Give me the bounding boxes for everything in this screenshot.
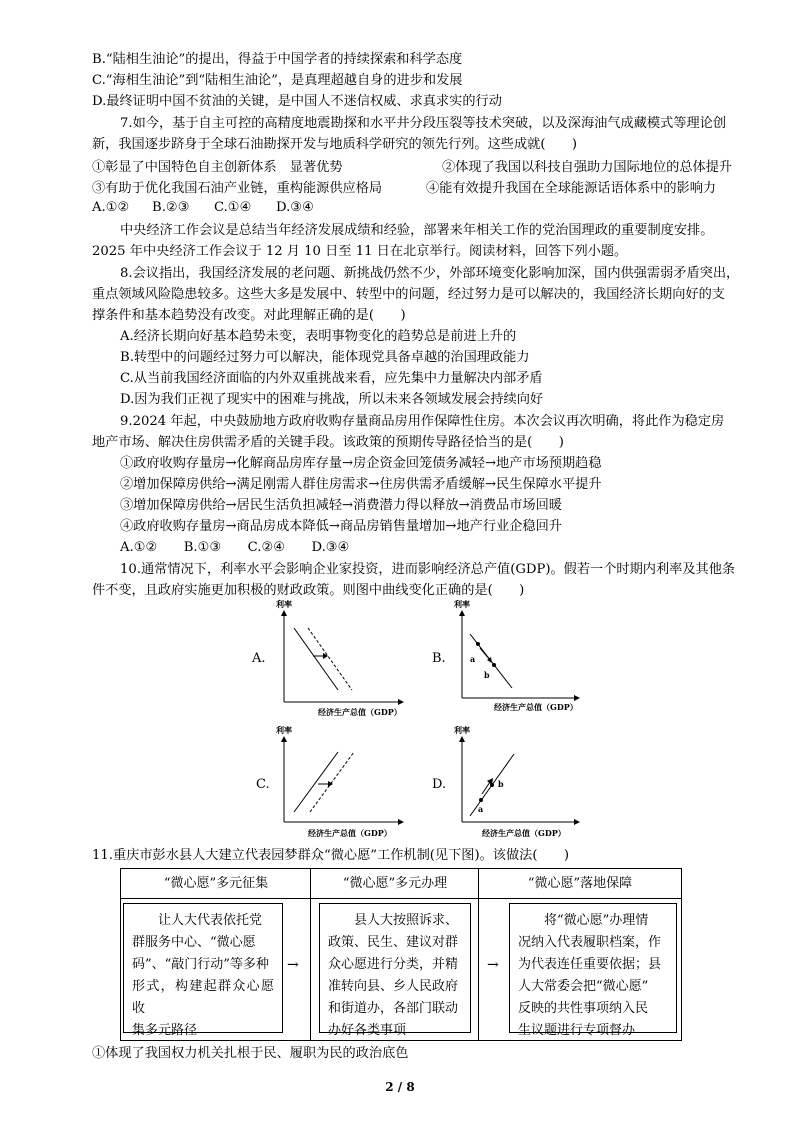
flow-header-guarantee: “微心愿”落地保障 — [479, 869, 681, 899]
q9-stem-line1: 9.2024 年起，中央鼓励地方政府收购存量商品房用作保障性住房。本次会议再次明确，将此作为稳定房 — [120, 414, 725, 429]
q8-stem-line2: 重点领域风险隐患较多。这些大多是发展中、转型中的问题，经过努力是可以解决的，我国经济长期向好的支 — [92, 287, 725, 302]
material-intro-line2: 2025 年中央经济工作会议于 12 月 10 日至 11 日在北京举行。阅读材料，回答下列小题。 — [92, 244, 628, 259]
q8-option-d: D.因为我们正视了现实中的困难与挑战，所以未来各领域发展会持续向好 — [120, 392, 544, 407]
graph-a-x-arrow — [398, 699, 404, 705]
flow-arrow-2: → — [487, 957, 499, 973]
flow-box-collect — [123, 903, 283, 1038]
collect-l3: 码”、“敲门行动”等多种 — [132, 957, 269, 972]
graph-b-point-a — [476, 642, 480, 646]
graph-b-letter: B. — [432, 651, 446, 666]
graph-d-label-b: b — [498, 779, 504, 789]
graph-b-label-b: b — [484, 670, 490, 680]
guarantee-l2: 况纳入代表履职档案，作 — [518, 935, 662, 950]
graph-d — [448, 724, 588, 844]
q8-option-b: B.转型中的问题经过努力可以解决，能体现党具备卓越的治国理政能力 — [120, 350, 530, 365]
collect-l1: 让人大代表依托党 — [158, 913, 263, 928]
graph-d-xlabel: 经济生产总值（GDP） — [482, 828, 566, 838]
graph-a-shift-arrowhead — [323, 653, 328, 659]
q9-stem-line2: 地产市场、解决住房供需矛盾的关键手段。该政策的预期传导路径恰当的是( ) — [92, 435, 564, 450]
flow-header-collect: “微心愿”多元征集 — [121, 869, 311, 899]
q8-option-a: A.经济长期向好基本趋势未变，表明事物变化的趋势总是前进上升的 — [120, 329, 517, 344]
q9-options: A.①② B.①③ C.②④ D.③④ — [120, 540, 350, 555]
graph-c-ylabel: 利率 — [276, 725, 292, 735]
graph-a-ylabel: 利率 — [276, 599, 292, 609]
graph-a-y-arrow — [281, 610, 287, 616]
graph-a-curve-solid — [294, 628, 338, 690]
q7-option-a: A.①② — [92, 200, 130, 215]
graph-d-move-arrow — [482, 782, 490, 794]
q10-stem-line1: 10.通常情况下，利率水平会影响企业家投资，进而影响经济总产值(GDP)。假若一个时期内利率及其他条 — [120, 562, 736, 577]
q9-statement-4: ④政府收购存量房→商品房成本降低→商品房销售量增加→地产行业企稳回升 — [120, 519, 562, 534]
handle-l6: 办好各类事项 — [328, 1023, 407, 1038]
q6-option-c: C.“海相生油论”到“陆相生油论”，是真理超越自身的进步和发展 — [92, 73, 463, 88]
q10-stem-line2: 件不变，且政府实施更加积极的财政政策。则图中曲线变化正确的是( ) — [92, 583, 525, 598]
graph-d-ylabel: 利率 — [454, 725, 470, 735]
q7-option-d: D.③④ — [276, 200, 314, 215]
q7-statement-1: ①彰显了中国特色自主创新体系 显著优势 — [92, 160, 343, 175]
q6-option-b: B.“陆相生油论”的提出，得益于中国学者的持续探索和科学态度 — [92, 52, 463, 67]
guarantee-l4: 人大常委会把“微心愿” — [518, 979, 649, 994]
page-number: 2 / 8 — [385, 1080, 415, 1094]
graph-d-move-arrowhead — [487, 778, 493, 785]
handle-l2: 政策、民生、建议对群 — [328, 935, 459, 950]
material-intro-line1: 中央经济工作会议是总结当年经济发展成绩和经验，部署来年相关工作的党治国理政的重要制度安排。 — [120, 223, 714, 238]
guarantee-l1: 将“微心愿”办理情 — [544, 913, 649, 928]
q7-statement-2: ②体现了我国以科技自强助力国际地位的总体提升 — [442, 160, 733, 175]
graph-b-ylabel: 利率 — [454, 599, 470, 609]
graph-d-letter: D. — [432, 777, 447, 792]
graph-b-label-a: a — [470, 654, 476, 664]
graph-b-x-arrow — [574, 695, 580, 701]
flow-box-guarantee — [509, 903, 677, 1038]
graph-c-letter: C. — [256, 777, 270, 792]
guarantee-l6: 生议题进行专项督办 — [518, 1023, 636, 1038]
flow-box-handle — [319, 903, 471, 1038]
q11-stem-line1: 11.重庆市彭水县人大建立代表园梦群众“微心愿”工作机制(见下图)。该做法( ) — [92, 848, 570, 863]
collect-l5: 集多元路径 — [132, 1023, 198, 1038]
handle-l4: 准转向县、乡人民政府 — [328, 979, 459, 994]
flow-header-handle: “微心愿”多元办理 — [311, 869, 479, 899]
graph-b — [448, 598, 588, 718]
graph-b-xlabel: 经济生产总值（GDP） — [494, 702, 578, 712]
handle-l5: 和街道办，各部门联动 — [328, 1001, 459, 1016]
q11-statement-1: ①体现了我国权力机关扎根于民、履职为民的政治底色 — [92, 1046, 409, 1061]
q9-statement-1: ①政府收购存量房→化解商品房库存量→房企资金回笼债务减轻→地产市场预期趋稳 — [120, 456, 602, 471]
q7-statement-4: ④能有效提升我国在全球能源话语体系中的影响力 — [426, 181, 717, 196]
graph-c — [268, 724, 408, 844]
flow-arrow-1: → — [287, 957, 299, 973]
graph-a-letter: A. — [252, 651, 266, 666]
collect-l4: 形式，构建起群众心愿收 — [132, 979, 274, 1016]
graph-d-label-a: a — [478, 804, 484, 814]
q8-stem-line3: 撑条件和基本趋势没有改变。对此理解正确的是( ) — [92, 308, 406, 323]
q9-statement-3: ③增加保障房供给→居民生活负担减轻→消费潜力得以释放→消费品市场回暖 — [120, 498, 562, 513]
guarantee-l5: 反映的共性事项纳入民 — [518, 1001, 649, 1016]
q8-stem-line1: 8.会议指出，我国经济发展的老问题、新挑战仍然不少，外部环境变化影响加深，国内供强需弱矛盾突出， — [120, 266, 740, 281]
graph-c-y-arrow — [281, 736, 287, 742]
q8-option-c: C.从当前我国经济面临的内外双重挑战来看，应先集中力量解决内部矛盾 — [120, 371, 543, 386]
q7-stem-line2: 新，我国逐步跻身于全球石油勘探开发与地质科学研究的领先行列。这些成就( ) — [92, 137, 578, 152]
graph-b-point-b — [492, 663, 496, 667]
q6-option-d: D.最终证明中国不贫油的关键，是中国人不迷信权威、求真求实的行动 — [92, 94, 502, 109]
graph-a — [268, 598, 408, 718]
graph-a-xlabel: 经济生产总值（GDP） — [318, 707, 402, 717]
handle-l1: 县人大按照诉求、 — [354, 913, 459, 928]
graph-d-x-arrow — [574, 819, 580, 825]
q7-option-c: C.①④ — [214, 200, 252, 215]
graph-d-point-a — [479, 798, 483, 802]
graph-a-curve-dashed — [308, 628, 352, 690]
graph-c-xlabel: 经济生产总值（GDP） — [308, 828, 392, 838]
graph-b-y-arrow — [459, 610, 465, 616]
collect-l2: 群服务中心、“微心愿 — [132, 935, 256, 950]
q7-option-b: B.②③ — [152, 200, 190, 215]
graph-c-x-arrow — [398, 819, 404, 825]
graph-d-y-arrow — [459, 736, 465, 742]
guarantee-l3: 为代表连任重要依据；县 — [518, 957, 662, 972]
graph-b-move-arrow — [480, 648, 490, 660]
q7-stem-line1: 7.如今，基于自主可控的高精度地震勘探和水平井分段压裂等技术突破，以及深海油气成藏模式等理论创 — [120, 116, 727, 131]
q9-statement-2: ②增加保障房供给→满足刚需人群住房需求→住房供需矛盾缓解→民生保障水平提升 — [120, 477, 602, 492]
q7-statement-3: ③有助于优化我国石油产业链，重构能源供应格局 — [92, 181, 383, 196]
handle-l3: 众心愿进行分类，并精 — [328, 957, 459, 972]
q11-flow-diagram — [120, 868, 682, 1041]
